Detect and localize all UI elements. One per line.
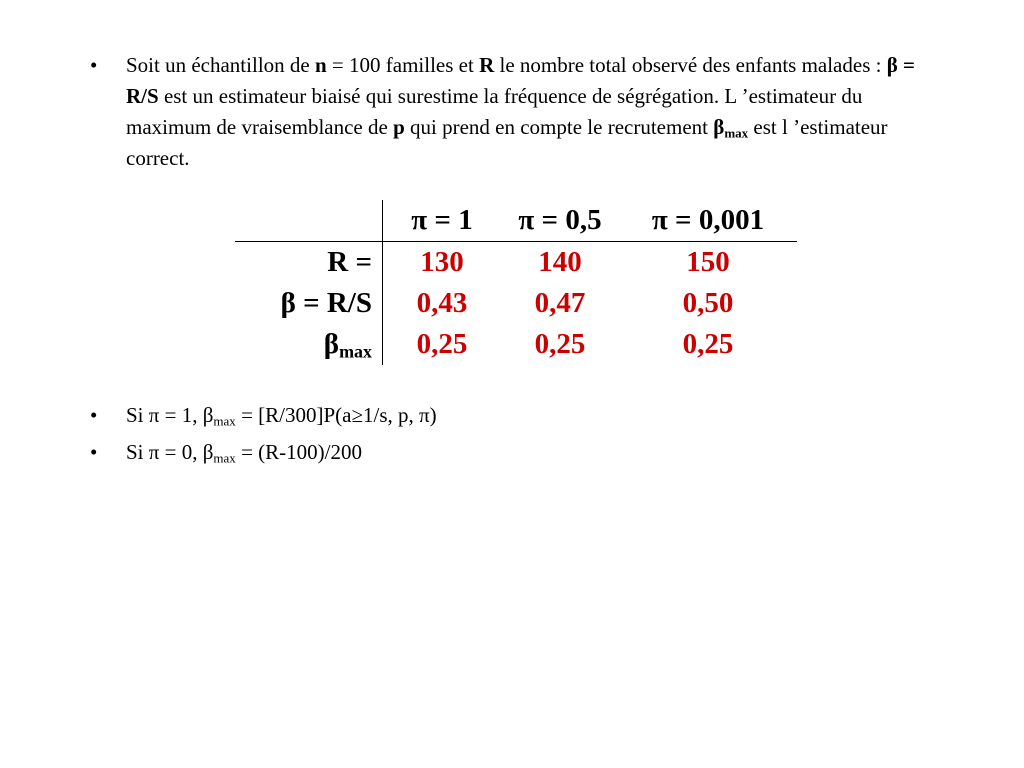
bullet-marker: • (90, 440, 98, 464)
table-corner-cell (235, 200, 383, 242)
table-cell: 0,50 (682, 287, 734, 319)
text-segment: Si π = 1, β (126, 403, 214, 427)
bullet-marker: • (90, 403, 98, 427)
row-label-beta-max (235, 324, 383, 365)
column-header-pi-0-5: π = 0,5 (501, 200, 619, 242)
table-row (235, 242, 797, 284)
variable-n: n (314, 53, 327, 77)
bullet-intro-text (126, 50, 950, 174)
variable-p: p (393, 115, 405, 139)
bullet-case-pi-1 (90, 400, 950, 431)
table-cell: 0,47 (534, 287, 586, 319)
max-subscript: max (339, 341, 372, 362)
beta-glyph: β (323, 328, 340, 360)
text-segment: qui prend en compte le recrutement (404, 115, 714, 139)
row-label-beta: β = R/S (235, 283, 383, 324)
column-header-pi-1: π = 1 (383, 200, 502, 242)
beta-glyph: β (713, 115, 725, 139)
max-subscript: max (724, 125, 749, 141)
variable-r: R (479, 53, 495, 77)
row-label-r: R = (235, 242, 383, 284)
table-cell: 140 (538, 246, 582, 278)
bullet-case-pi-1-text (126, 400, 950, 431)
bullet-case-pi-0-text (126, 437, 950, 468)
text-segment: le nombre total observé des enfants malades : (494, 53, 887, 77)
bullet-case-pi-0 (90, 437, 950, 468)
max-subscript: max (213, 450, 236, 466)
text-segment: = [R/300]P(a≥1/s, p, π) (235, 403, 437, 427)
estimator-table (235, 200, 797, 365)
table-cell: 0,25 (682, 328, 734, 360)
text-segment: est un estimateur biaisé qui surestime la fréquence de ségrégation. L ’estimateur du maximum de vraisemblance de (126, 84, 863, 139)
text-segment: Soit un échantillon de (126, 53, 315, 77)
table-cell: 0,25 (416, 328, 468, 360)
max-subscript: max (213, 413, 236, 429)
bullet-marker: • (90, 53, 98, 77)
table-row (235, 283, 797, 324)
table-cell: 130 (420, 246, 464, 278)
bullet-intro (90, 50, 950, 174)
text-segment: Si π = 0, β (126, 440, 214, 464)
text-segment: = (R-100)/200 (235, 440, 362, 464)
text-segment: = 100 familles et (326, 53, 480, 77)
beta-max-symbol (713, 115, 748, 139)
table-cell: 0,43 (416, 287, 468, 319)
text-segment: est l ’estimateur correct. (126, 115, 888, 170)
column-header-pi-0-001: π = 0,001 (619, 200, 797, 242)
table-cell: 150 (686, 246, 730, 278)
table-row (235, 324, 797, 365)
table-header-row (235, 200, 797, 242)
table-cell: 0,25 (534, 328, 586, 360)
beta-expression: β = R/S (126, 53, 915, 108)
